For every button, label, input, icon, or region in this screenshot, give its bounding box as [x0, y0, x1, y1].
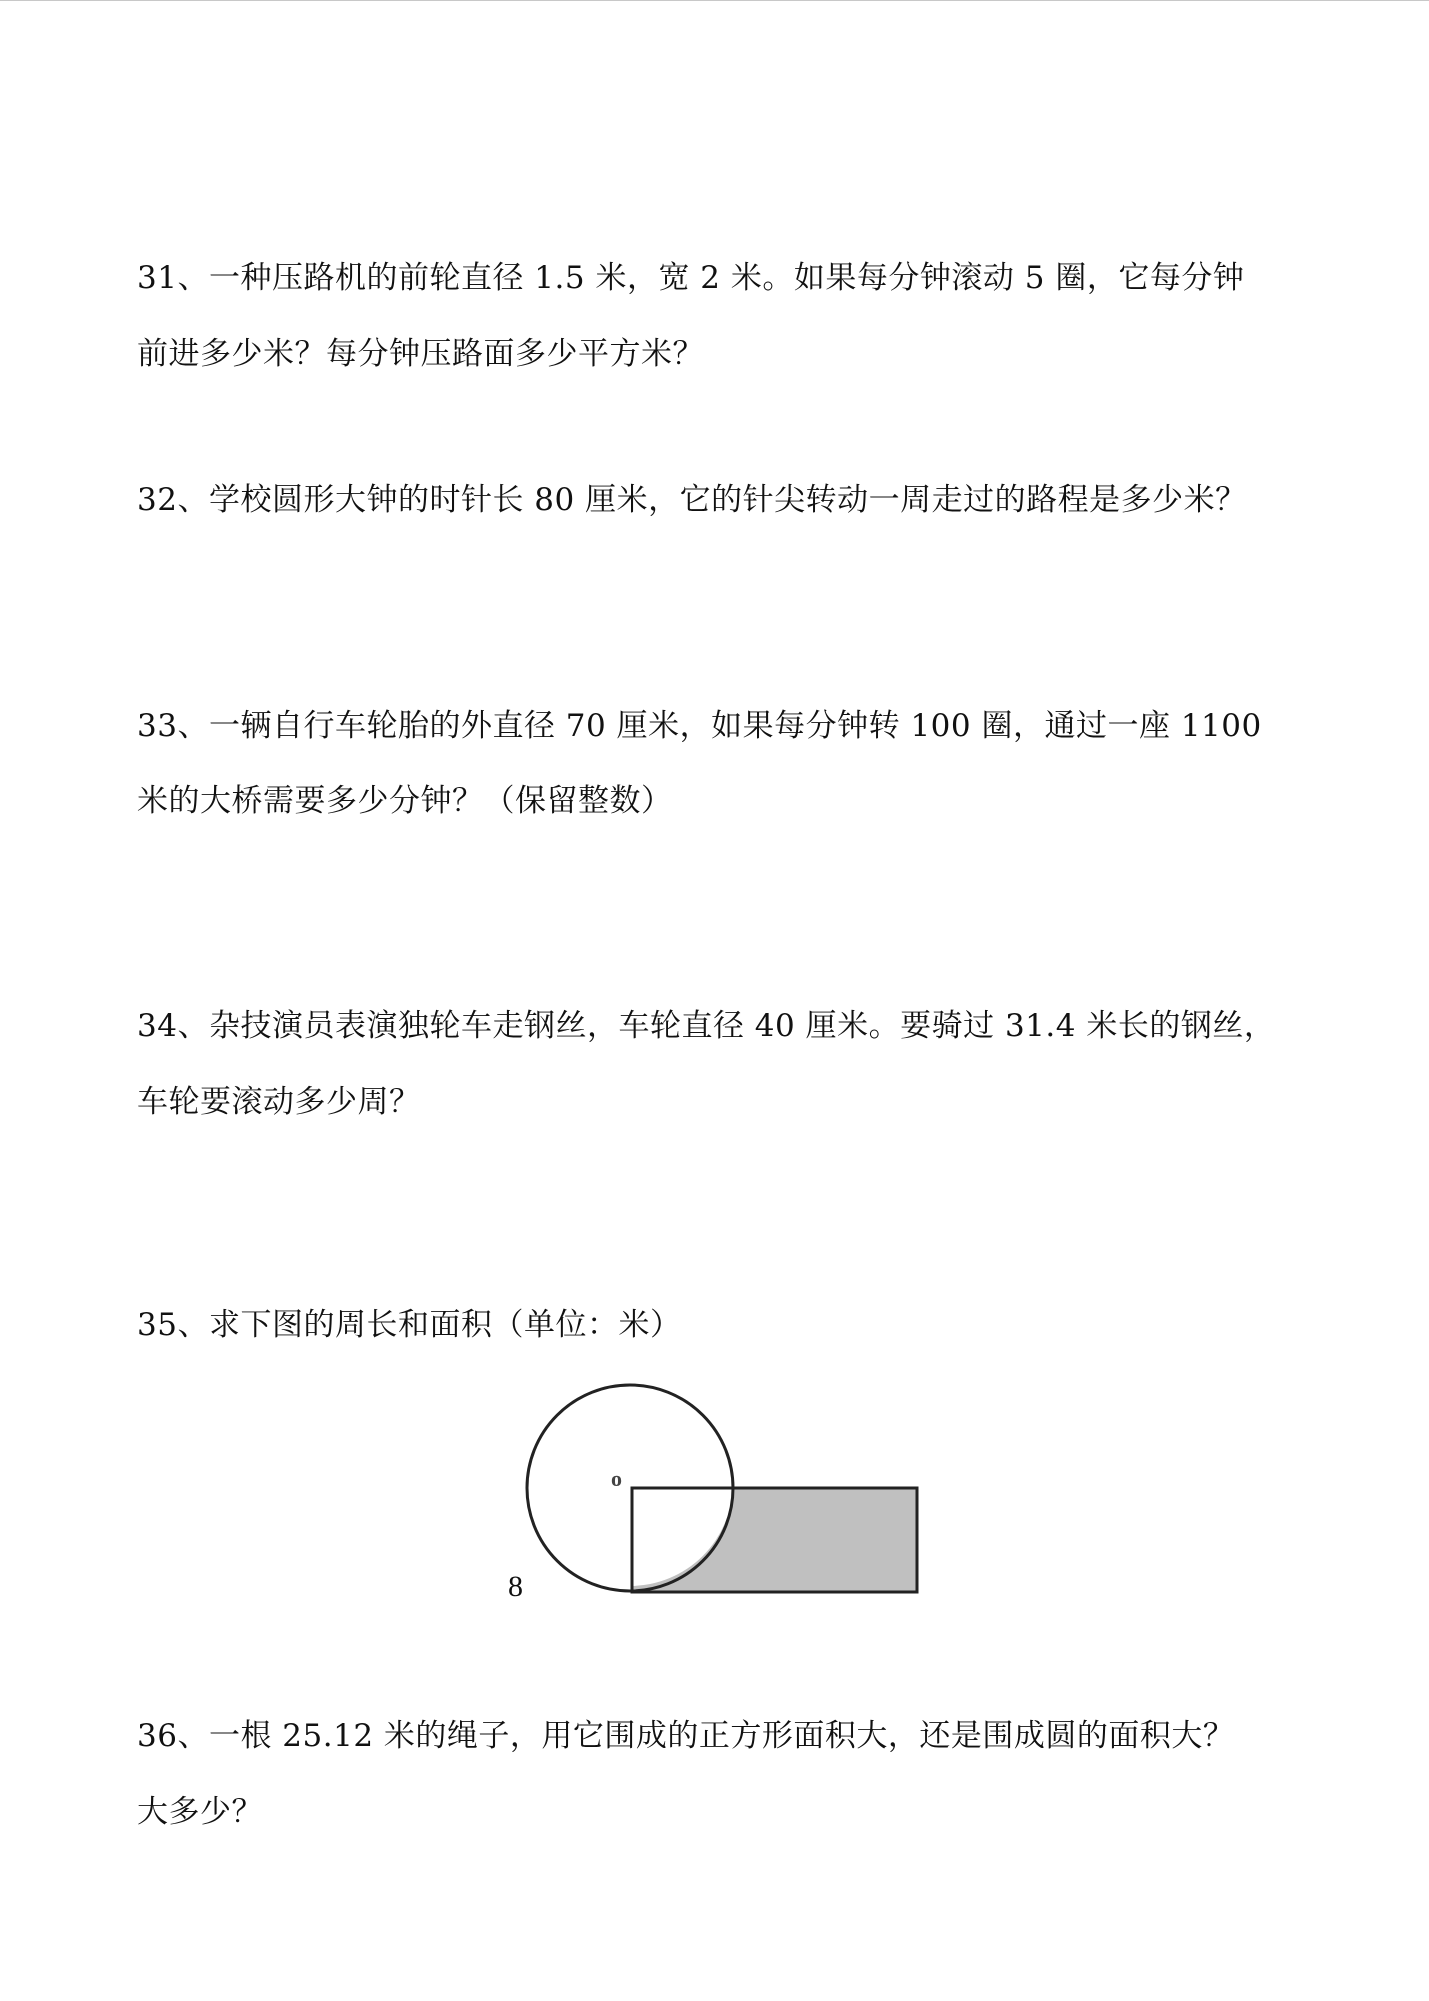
page-top-border: [0, 0, 1429, 1]
question-35-figure: [500, 1370, 950, 1620]
circle-center-label: o: [611, 1466, 622, 1491]
question-36-line-2: 大多少？: [137, 1794, 263, 1830]
dimension-label: 8: [508, 1570, 523, 1603]
question-34-line-1: 34、杂技演员表演独轮车走钢丝，车轮直径 40 厘米。要骑过 31.4 米长的钢丝，: [137, 1008, 1276, 1044]
question-32-line-1: 32、学校圆形大钟的时针长 80 厘米，它的针尖转动一周走过的路程是多少米？: [137, 482, 1247, 518]
question-31-line-2: 前进多少米？每分钟压路面多少平方米？: [137, 336, 704, 372]
circle-rectangle-diagram: [500, 1370, 950, 1620]
question-34-line-2: 车轮要滚动多少周？: [137, 1084, 421, 1120]
question-33-line-1: 33、一辆自行车轮胎的外直径 70 厘米，如果每分钟转 100 圈，通过一座 1100: [137, 708, 1262, 744]
question-31-line-1: 31、一种压路机的前轮直径 1.5 米，宽 2 米。如果每分钟滚动 5 圈，它每分钟: [137, 260, 1245, 296]
question-36-line-1: 36、一根 25.12 米的绳子，用它围成的正方形面积大，还是围成圆的面积大？: [137, 1718, 1235, 1754]
question-35-line-1: 35、求下图的周长和面积（单位：米）: [137, 1307, 682, 1343]
question-33-line-2: 米的大桥需要多少分钟？（保留整数）: [137, 783, 673, 819]
shaded-region: [632, 1488, 917, 1592]
